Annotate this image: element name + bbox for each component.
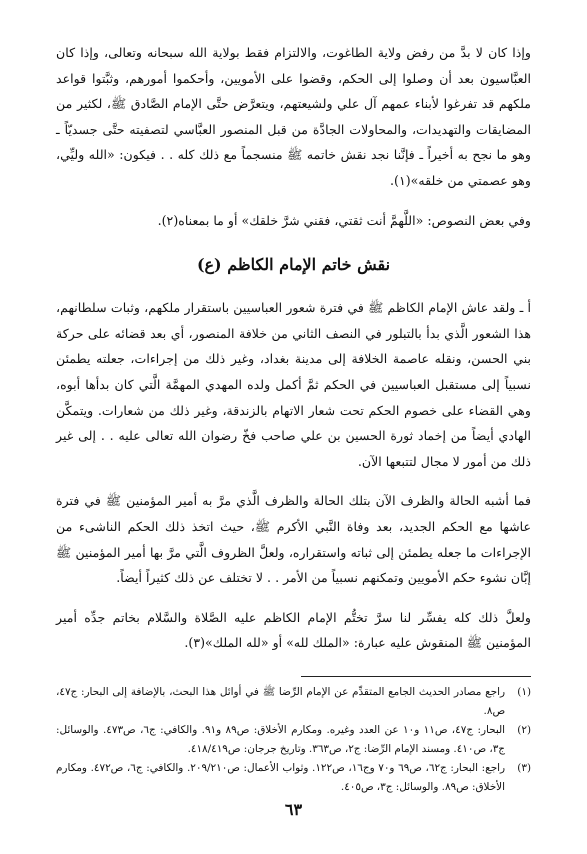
footnote-number: (١) xyxy=(517,685,531,698)
footnote xyxy=(56,683,531,721)
footnote-text: راجع: البحار: ج٦٢، ص٦٩ و٧٠ وج١٦، ص١٢٢. وثواب الأعمال: ص٢٠٩/٢١٠. والكافي: ج٦، ص٤٧٢. ومكارم الأخلاق: ص٨٩. والوسائل: ج٣، ص٤٠٥. xyxy=(56,761,506,793)
body-paragraph: أ ـ ولقد عاش الإمام الكاظم ﷺ في فترة شعور العباسيين باستقرار ملكهم، وثبات سلطانهم، هذا الشعور الَّذي بدأ بالتبلور في النصف الثاني من خلافة المنصور، أي بعد قضائه على حركة بني الحسن، ونقله عاصمة الخلافة إلى مدينة بغداد، وغير ذلك من إجراءات، جعلته يطمئن نسبياً إلى مستقبل العباسيين في الحكم ثمَّ أكمل ولده المهدي المهمَّة الَّتي كان بدأها أبوه، وهي القضاء على خصوم الحكم تحت شعار الاتهام بالزندقة، وغير ذلك من شعارات. ويتمكَّن الهادي أيضاً من إخماد ثورة الحسين بن علي صاحب فخّ رضوان الله تعالى عليه . . إلى غير ذلك من أمور لا مجال لتتبعها الآن. xyxy=(56,300,531,469)
footnote xyxy=(56,721,531,759)
footnote-number: (٢) xyxy=(517,723,531,736)
page-number: ٦٣ xyxy=(284,800,303,819)
footnote-text: البحار: ج٤٧، ص١١ و١٠ عن العدد وغيره. ومكارم الأخلاق: ص٨٩ و٩١. والكافي: ج٦، ص٤٧٣. والوسائل: ج٣، ص٤١٠. ومسند الإمام الرِّضا: ج٢، ص٣٦٣. وتاريخ جرجان: ص٤١٨/٤١٩. xyxy=(56,723,506,755)
footnote-number: (٣) xyxy=(517,761,531,774)
body-paragraph: ولعلَّ ذلك كله يفسِّر لنا سرَّ تختُّم الإمام الكاظم عليه الصَّلاة والسَّلام بخاتم جدِّه أمير المؤمنين ﷺ المنقوش عليه عبارة: «الملك لله» أو «لله الملك»(٣). xyxy=(56,609,531,651)
footnotes xyxy=(56,683,531,797)
intro-paragraph-variant: وفي بعض النصوص: «اللَّهمَّ أنت ثقتي، فقني شرَّ خلقك» أو ما بمعناه(٢). xyxy=(157,212,531,228)
intro-paragraph: وإذا كان لا بدَّ من رفض ولاية الطاغوت، والالتزام فقط بولاية الله سبحانه وتعالى، وإذا كان العبَّاسيون بعد أن وصلوا إلى الحكم، وقضوا على الأمويين، وأحكموا أمورهم، وثبَّتوا قواعد ملكهم قد تفرغوا لأبناء عمهم آل علي ولشيعتهم، ويتعرَّض حتَّى الإمام الصَّادق ﷺ، لكثير من المضايقات والتهديدات، والمحاولات الجادَّة من قبل المنصور العبَّاسي لتصفيته حتَّى جسديّاً ـ وهو ما نجح به أخيراً ـ فإنَّنا نجد نقش خاتمه ﷺ منسجماً مع ذلك كله . . فيكون: «الله وليِّي، وهو عصمتي من خلقه»(١). xyxy=(56,45,531,188)
footnote xyxy=(56,759,531,797)
body-paragraph: فما أشبه الحالة والظرف الآن بتلك الحالة والظرف الَّذي مرَّ به أمير المؤمنين ﷺ في فترة عاشها مع الحكم الجديد، بعد وفاة النَّبي الأكرم ﷺ، حيث اتخذ ذلك الحكم الناشىء من الإجراءات ما جعله يطمئن إلى ثباته واستقراره، ولعلَّ الظروف الَّتي مرَّ بها أمير المؤمنين ﷺ إبَّان نشوء حكم الأمويين وتمكنهم نسبياً من الأمر . . لا تختلف عن ذلك كثيراً أيضاً. xyxy=(56,493,531,586)
section-heading: نقش خاتم الإمام الكاظم (ع) xyxy=(196,255,391,275)
footnote-divider xyxy=(301,676,531,677)
footnote-text: راجع مصادر الحديث الجامع المتقدِّم عن الإمام الرِّضا ﷺ في أوائل هذا البحث، بالإضافة إلى البحار: ج٤٧، ص٨. xyxy=(56,685,505,717)
